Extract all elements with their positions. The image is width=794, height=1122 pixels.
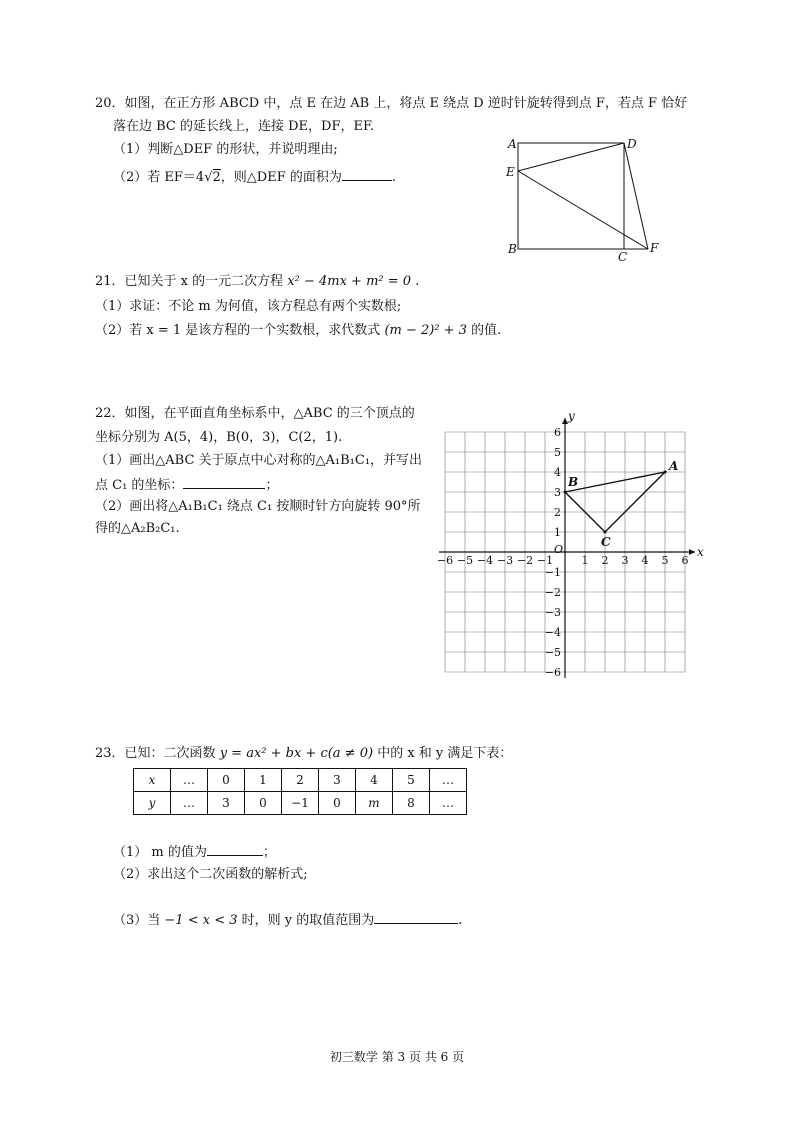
xy-value-table <box>133 768 467 815</box>
x-axis-arrow <box>689 549 695 555</box>
sqrt-sign: √ <box>204 170 213 185</box>
x-axis-label: x <box>697 545 704 559</box>
q21-equation: x² − 4mx + m² = 0 . <box>287 274 420 289</box>
x-tick-label: 4 <box>641 554 649 567</box>
triangle-abc <box>564 459 679 549</box>
table-cell: 5 <box>393 769 430 792</box>
y-tick-label: 4 <box>554 466 561 479</box>
label-b: B <box>508 242 517 256</box>
q20-part2-radicand: 2 <box>212 170 221 185</box>
y-tick-label: −3 <box>544 606 561 619</box>
page-footer: 初三数学 第 3 页 共 6 页 <box>329 1050 465 1064</box>
table-cell: 3 <box>319 769 356 792</box>
label-c: C <box>618 250 628 264</box>
table-cell: −1 <box>282 792 319 815</box>
x-tick-label: −1 <box>536 554 554 567</box>
y-tick-label: −1 <box>544 566 561 579</box>
x-tick-label: 5 <box>661 554 669 567</box>
table-cell: y <box>134 792 171 815</box>
q21-stem <box>95 273 419 291</box>
q22-line2: 坐标分别为 A(5，4)，B(0，3)，C(2，1). <box>95 430 343 445</box>
q23-part1-end: ； <box>262 845 276 860</box>
q21-part2 <box>95 322 501 340</box>
vertex-label-b: B <box>568 475 579 489</box>
q23-part2: （2）求出这个二次函数的解析式; <box>113 867 308 882</box>
q23-stem-expr: y = ax² + bx + c(a ≠ 0) <box>219 746 374 761</box>
table-cell: … <box>171 792 208 815</box>
table-cell: … <box>430 769 467 792</box>
vertex-point-b <box>564 491 567 494</box>
y-tick-label: −6 <box>544 666 561 679</box>
q20-part2-text-c: . <box>391 170 396 185</box>
label-e: E <box>506 165 515 179</box>
axes <box>436 418 695 678</box>
y-tick-label: 1 <box>554 526 561 539</box>
table-cell: m <box>356 792 393 815</box>
table-cell: 2 <box>282 769 319 792</box>
table-row-y <box>134 792 467 815</box>
table-cell: x <box>134 769 171 792</box>
q23-part3-cond: −1 < x < 3 <box>164 913 238 928</box>
y-tick-label: 2 <box>554 506 561 519</box>
x-tick-label: 3 <box>621 554 629 567</box>
x-tick-label: −5 <box>456 554 474 567</box>
y-axis-label: y <box>568 409 575 423</box>
q22-line3: （1）画出△ABC 关于原点中心对称的△A₁B₁C₁，并写出 <box>95 453 423 468</box>
y-tick-label: −4 <box>544 626 561 639</box>
y-tick-label: 6 <box>554 426 561 439</box>
q22-line6: 得的△A₂B₂C₁. <box>95 521 180 536</box>
x-tick-label: −3 <box>496 554 514 567</box>
table-cell: 1 <box>245 769 282 792</box>
x-tick-label: 1 <box>581 554 589 567</box>
q20-part2-coef: 4 <box>195 170 205 185</box>
table-cell: 0 <box>208 769 245 792</box>
y-tick-label: −5 <box>544 646 561 659</box>
square-abcd <box>518 143 624 249</box>
coordinate-plane <box>435 405 704 695</box>
q23-stem <box>95 745 512 763</box>
segment-ef <box>518 171 648 249</box>
q23-part3-blank[interactable] <box>374 910 458 924</box>
q23-stem-text-b: 中的 x 和 y 满足下表： <box>373 746 513 761</box>
q21-part1: （1）求证：不论 m 为何值，该方程总有两个实数根; <box>95 299 402 314</box>
q22-answer-blank[interactable] <box>183 475 265 489</box>
table-row-x <box>134 769 467 792</box>
q20-stem-line1: 20．如图，在正方形 ABCD 中，点 E 在边 AB 上，将点 E 绕点 D 逆时针旋转得到点 F，若点 F 恰好 <box>95 96 688 111</box>
q21-stem-text: 21．已知关于 x 的一元二次方程 <box>95 274 288 289</box>
x-tick-label: 6 <box>681 554 689 567</box>
y-tick-label: 5 <box>554 446 561 459</box>
table-cell: 3 <box>208 792 245 815</box>
q22-line1: 22．如图，在平面直角坐标系中，△ABC 的三个顶点的 <box>95 406 415 421</box>
segment-df <box>624 143 648 249</box>
q20-answer-blank[interactable] <box>342 167 392 181</box>
q23-part3-text-a: （3）当 <box>113 913 165 928</box>
tick-labels <box>437 409 704 679</box>
label-d: D <box>627 137 637 151</box>
q20-part2-text-b: ，则△DEF 的面积为 <box>220 170 342 185</box>
q20-part2-text-a: （2）若 EF＝ <box>113 170 196 185</box>
y-tick-label: 3 <box>554 486 561 499</box>
q21-part2-text-b: 的值. <box>466 323 502 338</box>
x-tick-label: −2 <box>516 554 534 567</box>
q20-stem-line2: 落在边 BC 的延长线上，连接 DE，DF，EF. <box>113 119 375 134</box>
q21-part2-text-a: （2）若 x = 1 是该方程的一个实数根，求代数式 <box>95 323 385 338</box>
q22-line5: （2）画出将△A₁B₁C₁ 绕点 C₁ 按顺时针方向旋转 90°所 <box>95 499 421 514</box>
origin-label: O <box>554 543 564 556</box>
q20-part1: （1）判断△DEF 的形状，并说明理由; <box>113 142 338 157</box>
q23-part3-text-b: 时，则 y 的取值范围为 <box>237 913 375 928</box>
table-cell: 0 <box>245 792 282 815</box>
table-cell: 4 <box>356 769 393 792</box>
q23-part1 <box>113 842 276 862</box>
q20-figure <box>500 135 675 265</box>
vertex-label-a: A <box>669 459 679 473</box>
vertex-point-c <box>604 531 607 534</box>
table-cell: … <box>430 792 467 815</box>
y-tick-label: −2 <box>544 586 561 599</box>
q22-line4 <box>95 475 278 495</box>
label-a: A <box>508 137 517 151</box>
vertex-point-a <box>664 471 667 474</box>
segment-de <box>518 143 624 171</box>
table-cell: … <box>171 769 208 792</box>
q21-part2-expr: (m − 2)² + 3 <box>384 323 467 338</box>
x-tick-label: −4 <box>476 554 494 567</box>
triangle-abc-outline <box>565 472 665 532</box>
q23-part1-blank[interactable] <box>207 842 263 856</box>
q23-stem-text-a: 23．已知：二次函数 <box>95 746 220 761</box>
table-cell: 8 <box>393 792 430 815</box>
q23-part3-end: . <box>458 913 463 928</box>
vertex-label-c: C <box>601 535 611 549</box>
q22-line4-end: ； <box>265 478 279 493</box>
q20-part2 <box>113 167 396 187</box>
x-tick-label: 2 <box>601 554 609 567</box>
x-tick-label: −6 <box>436 554 454 567</box>
q23-part3 <box>113 910 462 930</box>
q22-line4-text: 点 C₁ 的坐标： <box>95 478 184 493</box>
q23-part1-text: （1） m 的值为 <box>113 845 207 860</box>
table-cell: 0 <box>319 792 356 815</box>
label-f: F <box>650 241 659 255</box>
